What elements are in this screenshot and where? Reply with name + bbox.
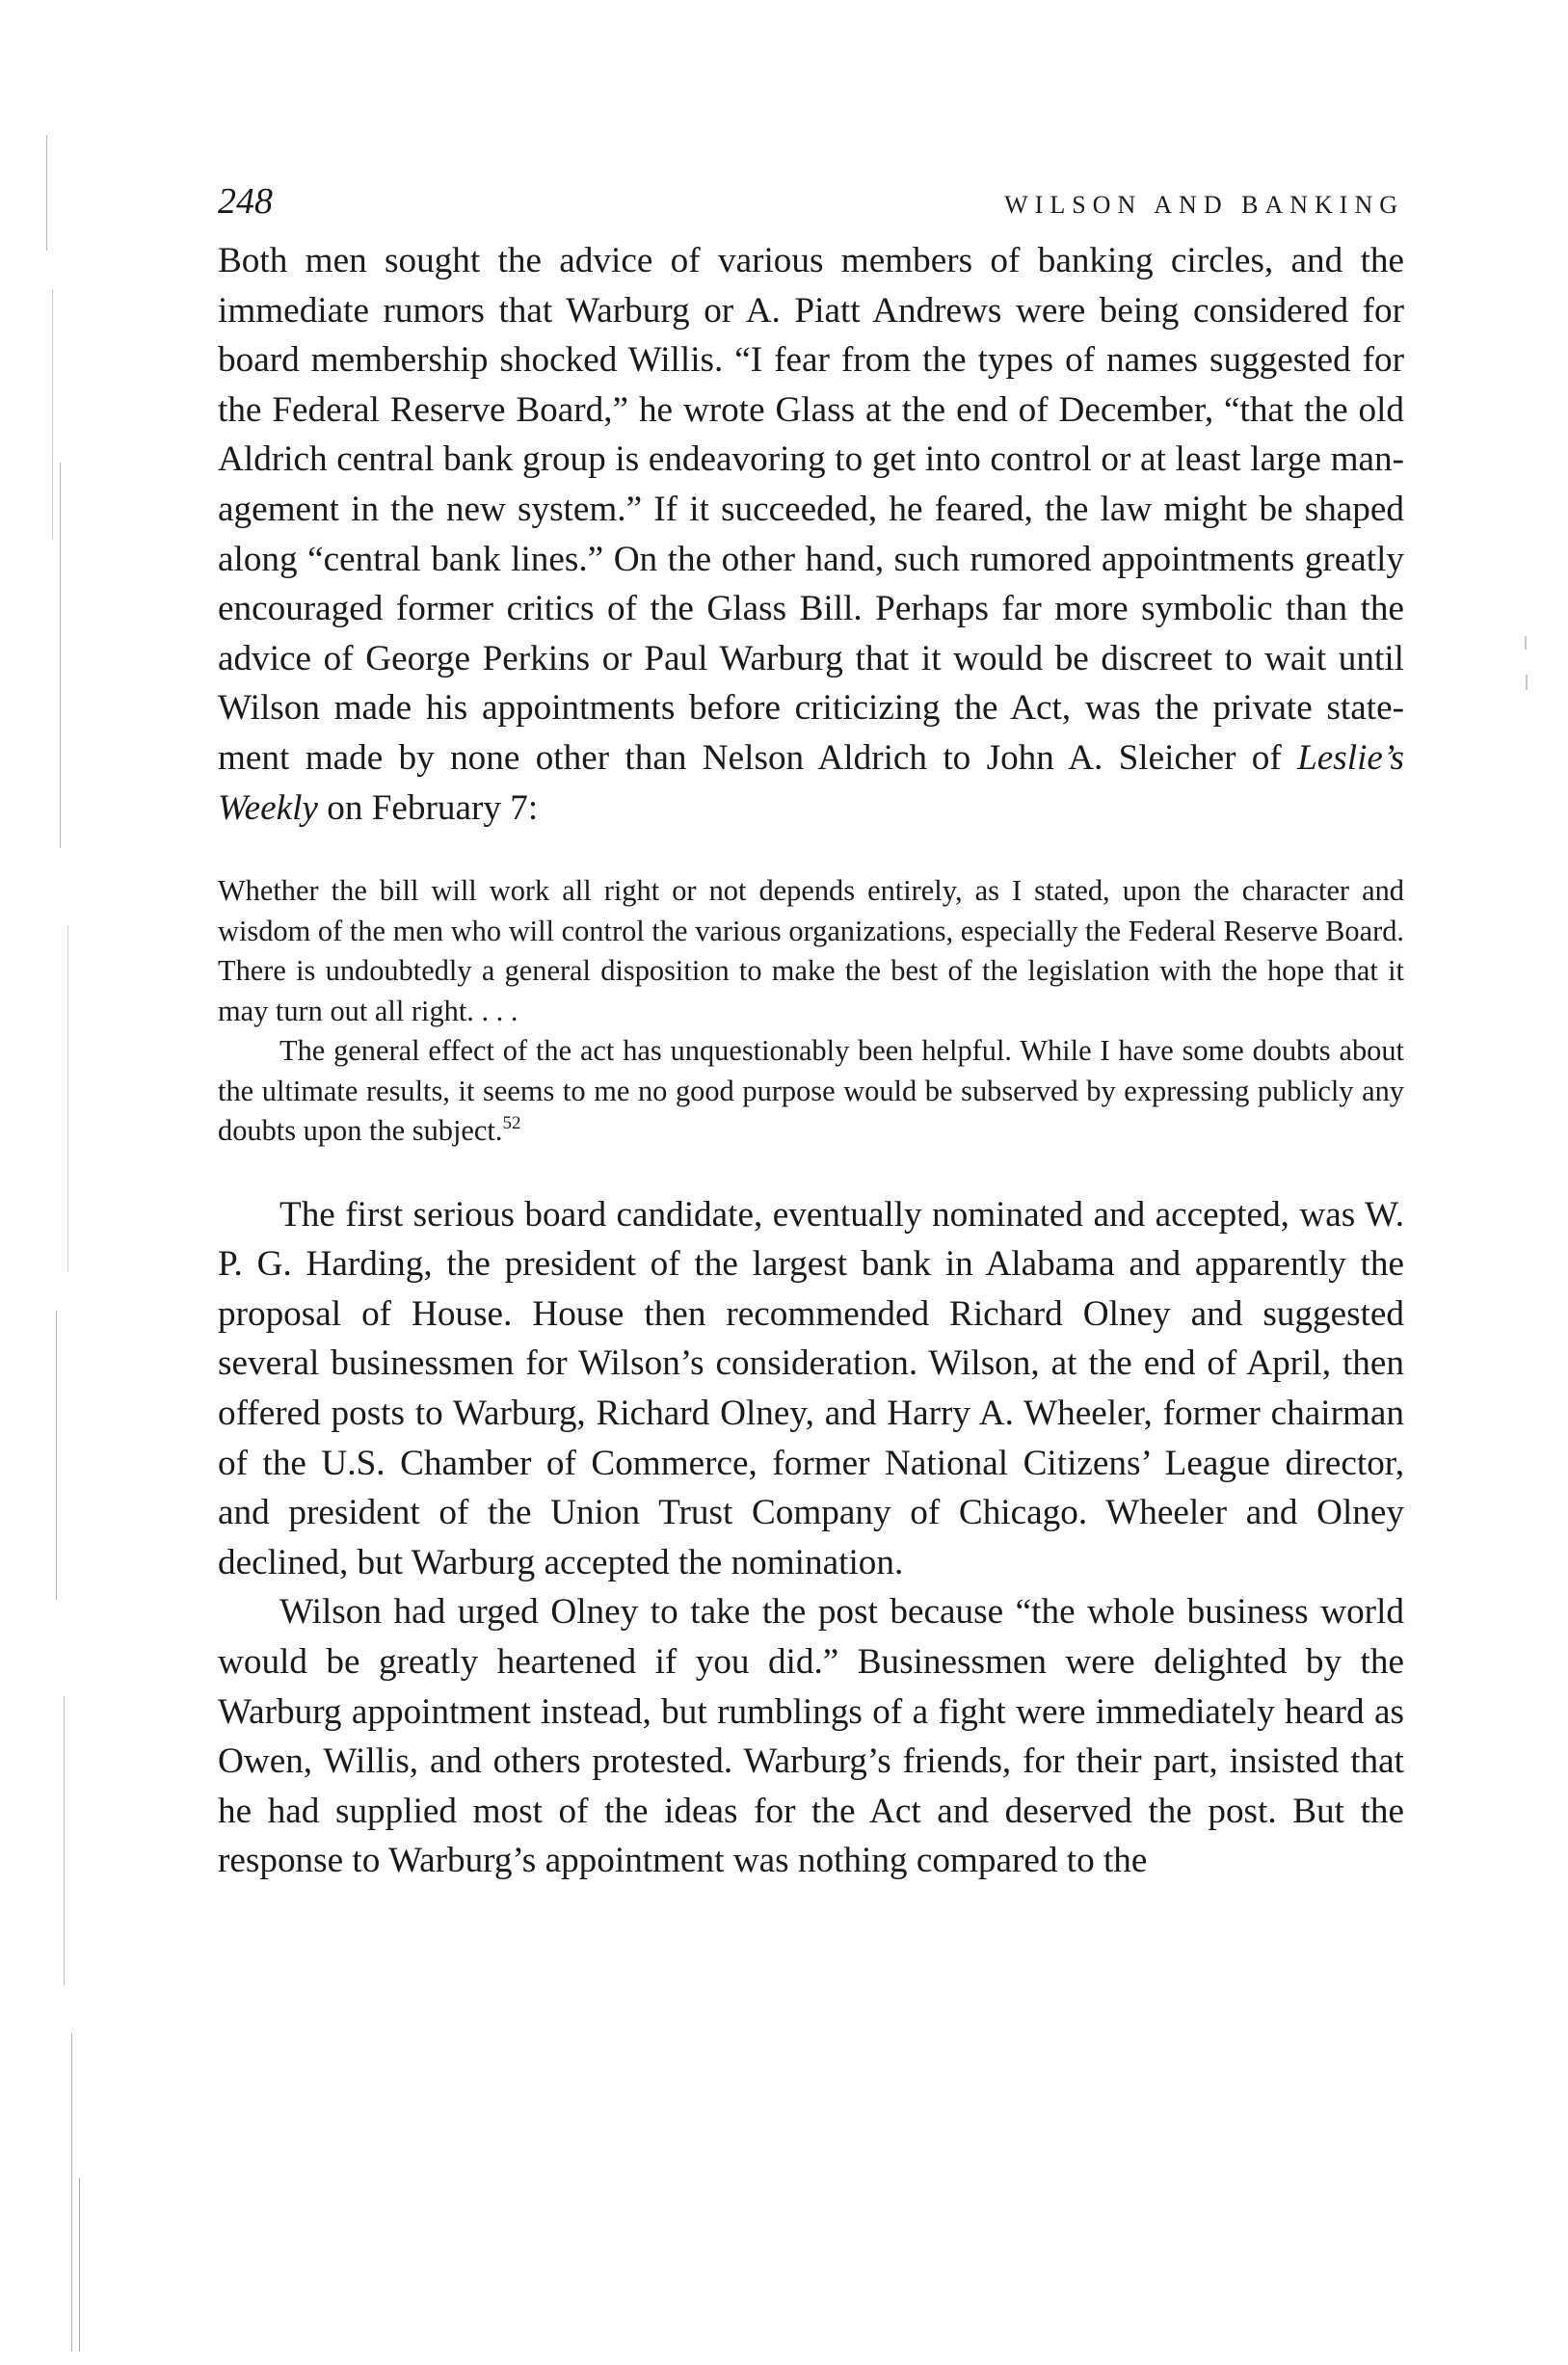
paragraph-text: Both men sought the advice of various members of banking circles, and the immediate rumors that Warburg or A. Piatt Andrews were being considered for board membership shocked Willis. “I fear from the types of names suggested for the Federal Reserve Board,” he wrote Glass at the end of December, “that the old Aldrich central bank group is endeavoring to get into control or at least large management in the new system.” If it succeeded, he feared, the law might be shaped along “central bank lines.” On the other hand, such rumored appointments greatly encouraged former critics of the Glass Bill. Perhaps far more symbolic than the advice of George Perkins or Paul Warburg that it would be discreet to wait until Wilson made his appointments before criticizing the Act, was the private statement made by none other than Nelson Aldrich to John A. Sleicher of [218, 241, 1404, 778]
running-head: WILSON AND BANKING [1004, 191, 1404, 219]
quote-paragraph: Whether the bill will work all right or not depends entirely, as I stated, upon the character and wisdom of the men who will control the various organizations, especially the Federal Reserve Board. There is undoubtedly a general disposition to make the best of the legislation with the hope that it may turn out all right. . . . [218, 874, 1404, 1027]
publication-title: Leslie’s Weekly [218, 737, 1404, 828]
scan-speck [1525, 636, 1527, 650]
page-body [218, 236, 1404, 1886]
page-number: 248 [218, 181, 273, 222]
quote-paragraph [218, 1031, 1404, 1152]
scan-speck [1526, 675, 1528, 690]
block-quote [218, 871, 1404, 1152]
quote-text: The general effect of the act has unquestionably been helpful. While I have some doubts about the ultimate results, it seems to me no good purpose would be subserved by expressing publicly any doubts upon the subject. [218, 1034, 1404, 1148]
paragraph: The first serious board candidate, eventually nominated and accepted, was W. P. G. Harding, the president of the largest bank in Alabama and apparently the proposal of House. House then recommended Richard Olney and suggested several businessmen for Wilson’s consideration. Wilson, at the end of April, then offered posts to Warburg, Richard Olney, and Harry A. Wheeler, former chairman of the U.S. Chamber of Commerce, former National Citizens’ League director, and president of the Union Trust Company of Chicago. Wheeler and Olney declined, but Warburg accepted the nomination. [218, 1194, 1404, 1582]
book-page [218, 178, 1404, 1886]
paragraph: Wilson had urged Olney to take the post because “the whole business world would be greatly heartened if you did.” Businessmen were delighted by the Warburg appointment instead, but rumblings of a fight were immediately heard as Owen, Willis, and others protested. Warburg’s friends, for their part, insisted that he had supplied most of the ideas for the Act and deserved the post. But the response to Warburg’s appointment was nothing compared to the [218, 1592, 1404, 1881]
paragraph-text: on February 7: [317, 787, 539, 828]
binding-edge-artifact [39, 58, 106, 2352]
footnote-marker: 52 [502, 1113, 521, 1134]
page-header [218, 178, 1404, 225]
paragraph [218, 236, 1404, 833]
